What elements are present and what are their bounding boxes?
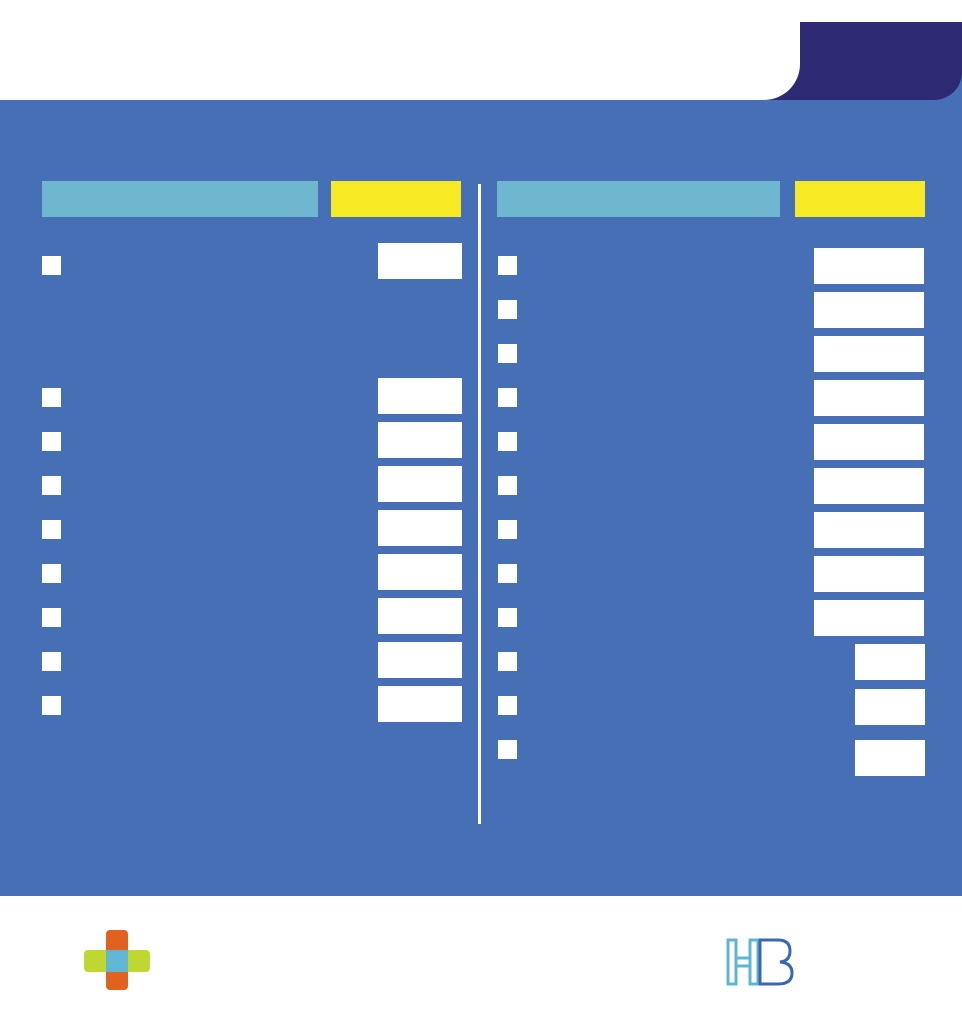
count-box [378, 510, 462, 546]
count-box [378, 598, 462, 634]
checkbox-medico-psiquiatra [498, 520, 517, 539]
count-box [378, 243, 462, 279]
checkbox-tecnico-enfermagem-trabalho [498, 696, 517, 715]
column-divider [478, 184, 481, 824]
top-color-stripe [0, 0, 962, 22]
checkbox-medico-intensivista-adulto [42, 696, 61, 715]
checkbox-medico-intensivista-pediatrico [498, 256, 517, 275]
count-box [855, 644, 925, 680]
checkbox-medico-pediatra [498, 432, 517, 451]
hospital-de-base-logo-icon [726, 936, 794, 988]
count-box [814, 600, 924, 636]
count-box [814, 424, 924, 460]
title-banner [0, 22, 800, 100]
checkbox-medico-cirurgiao-cardiovascular [42, 608, 61, 627]
left-header-number [331, 181, 461, 217]
checkbox-medico-anestesiologista [42, 520, 61, 539]
count-box [814, 248, 924, 284]
checkbox-medico-patologista [498, 388, 517, 407]
count-box [378, 378, 462, 414]
count-box [814, 512, 924, 548]
count-box [814, 468, 924, 504]
count-box [814, 292, 924, 328]
count-box [378, 642, 462, 678]
checkbox-medico-plantonista [498, 476, 517, 495]
checkbox-engenheiro-trabalho [42, 476, 61, 495]
count-box [378, 686, 462, 722]
count-box [378, 422, 462, 458]
bottom-color-stripe [288, 964, 698, 976]
checkbox-medico-emergencista [498, 608, 517, 627]
count-box [855, 689, 925, 725]
count-box [378, 466, 462, 502]
count-box [855, 740, 925, 776]
count-box [814, 556, 924, 592]
count-box [814, 380, 924, 416]
checkbox-medico-trabalho [42, 652, 61, 671]
checkbox-assistente-seguranca-institucional [498, 740, 517, 759]
checkbox-enfermeiro-trabalho [42, 432, 61, 451]
count-box [378, 554, 462, 590]
right-header-vagas [497, 181, 780, 217]
checkbox-medico-neonatologista [498, 300, 517, 319]
right-header-number [795, 181, 925, 217]
count-box [814, 336, 924, 372]
igesdf-logo-icon-center [106, 950, 128, 972]
left-header-vagas [42, 181, 318, 217]
checkbox-tecnico-seguranca-trabalho [498, 652, 517, 671]
checkbox-assistente-administrativo [42, 256, 61, 275]
checkbox-medico-oncologista [498, 344, 517, 363]
checkbox-medico-cardiologista [42, 564, 61, 583]
checkbox-bioquimico [42, 388, 61, 407]
checkbox-medico-clinica-medica [498, 564, 517, 583]
